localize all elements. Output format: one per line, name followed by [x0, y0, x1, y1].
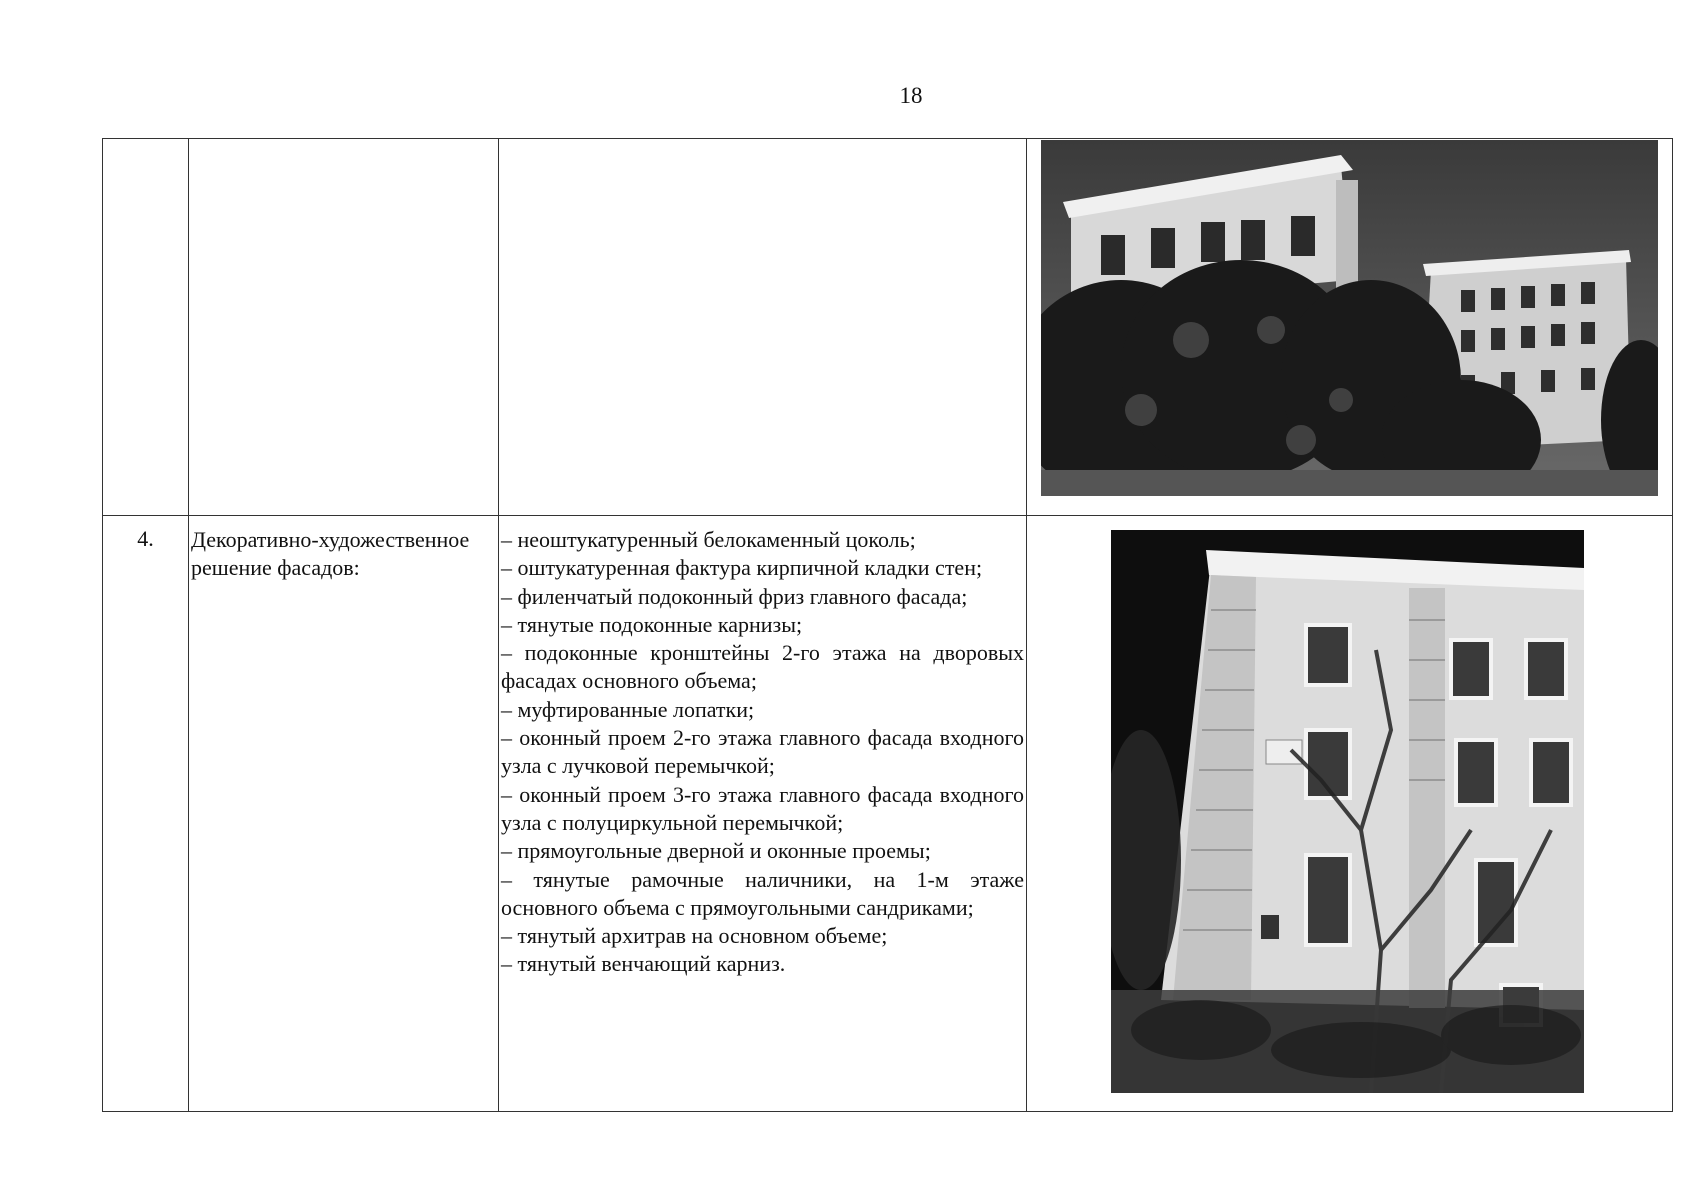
row-name-cell: Декоративно-художественное решение фасадов:: [189, 516, 499, 1112]
row-description-cell: [499, 139, 1027, 516]
list-item: – тянутые рамочные наличники, на 1-м этаже основного объема с прямоугольными сандриками;: [501, 866, 1024, 920]
row-photo-cell: [1027, 516, 1673, 1112]
facade-elements-list: [501, 526, 1024, 979]
photo-of-building-behind-trees: [1041, 140, 1658, 496]
list-item: – тянутый венчающий карниз.: [501, 951, 786, 977]
list-item: – оконный проем 2-го этажа главного фасада входного узла с лучковой перемычкой;: [501, 725, 1024, 779]
list-item: – муфтированные лопатки;: [501, 696, 755, 722]
list-item: – филенчатый подоконный фриз главного фасада;: [501, 583, 968, 609]
heritage-elements-table: [102, 138, 1673, 1112]
table-row: [103, 516, 1673, 1112]
row-number-cell: [103, 139, 189, 516]
list-item: – прямоугольные дверной и оконные проемы;: [501, 838, 931, 864]
row-photo-cell: [1027, 139, 1673, 516]
list-item: – тянутые подоконные карнизы;: [501, 611, 803, 637]
list-item: – подоконные кронштейны 2-го этажа на дворовых фасадах основного объема;: [501, 640, 1024, 694]
page-number: 18: [899, 83, 923, 108]
list-item: – оконный проем 3-го этажа главного фасада входного узла с полуциркульной перемычкой;: [501, 781, 1024, 835]
photo-of-building-corner-facade: [1111, 530, 1584, 1093]
list-item: – оштукатуренная фактура кирпичной кладки стен;: [501, 555, 983, 581]
table-row: [103, 139, 1673, 516]
row-description-cell: [499, 516, 1027, 1112]
row-name-cell: [189, 139, 499, 516]
list-item: – тянутый архитрав на основном объеме;: [501, 923, 888, 949]
list-item: – неоштукатуренный белокаменный цоколь;: [501, 527, 916, 552]
row-number-cell: 4.: [103, 516, 189, 1112]
